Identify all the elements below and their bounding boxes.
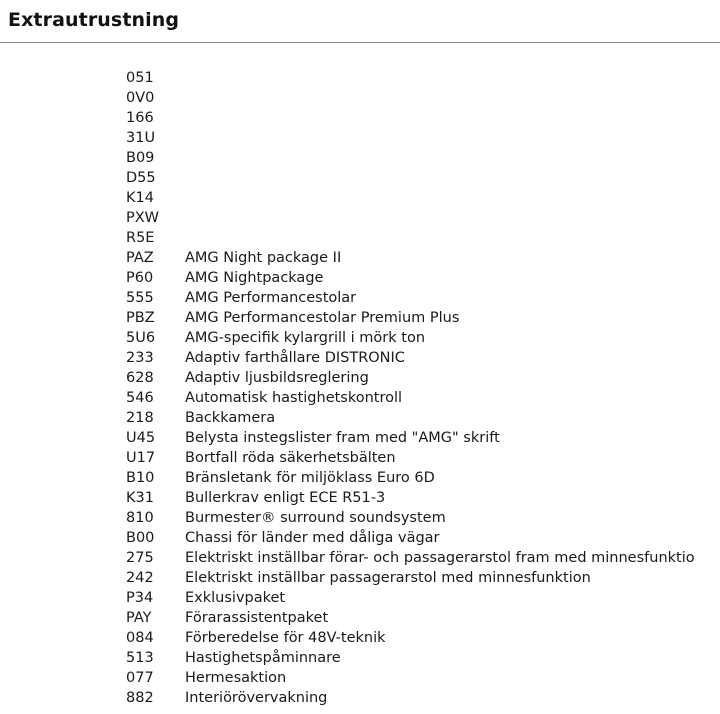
option-code: PBZ: [126, 310, 155, 326]
equipment-row: [126, 528, 695, 548]
option-code: P34: [126, 590, 154, 606]
option-code: 233: [126, 350, 154, 366]
equipment-row: [126, 68, 695, 88]
equipment-row: [126, 208, 695, 228]
option-description: Backkamera: [185, 410, 276, 426]
equipment-row: [126, 568, 695, 588]
equipment-row: [126, 508, 695, 528]
option-description: Burmester® surround soundsystem: [185, 510, 446, 526]
option-description: Automatisk hastighetskontroll: [185, 390, 403, 406]
equipment-row: [126, 328, 695, 348]
option-code: PAZ: [126, 250, 154, 266]
equipment-row: [126, 468, 695, 488]
option-description: AMG Nightpackage: [185, 270, 324, 286]
option-code: D55: [126, 170, 156, 186]
option-description: Elektriskt inställbar passagerarstol med minnesfunktion: [185, 570, 591, 586]
equipment-row: [126, 448, 695, 468]
option-code: 628: [126, 370, 154, 386]
equipment-row: [126, 488, 695, 508]
equipment-row: [126, 688, 695, 708]
option-code: 275: [126, 550, 154, 566]
option-code: 0V0: [126, 90, 155, 106]
equipment-list: [126, 68, 695, 708]
option-description: Chassi för länder med dåliga vägar: [185, 530, 440, 546]
option-code: R5E: [126, 230, 155, 246]
option-code: 31U: [126, 130, 156, 146]
option-code: K14: [126, 190, 154, 206]
option-code: U45: [126, 430, 156, 446]
equipment-row: [126, 428, 695, 448]
option-code: 810: [126, 510, 154, 526]
option-code: 555: [126, 290, 154, 306]
option-code: 077: [126, 670, 154, 686]
option-description: Hastighetspåminnare: [185, 650, 341, 666]
equipment-row: [126, 608, 695, 628]
option-code: 882: [126, 690, 154, 706]
option-description: Belysta instegslister fram med "AMG" skrift: [185, 430, 500, 446]
option-description: Exklusivpaket: [185, 590, 286, 606]
equipment-row: [126, 108, 695, 128]
option-code: 051: [126, 70, 154, 86]
equipment-row: [126, 628, 695, 648]
option-code: B09: [126, 150, 155, 166]
option-description: Förarassistentpaket: [185, 610, 329, 626]
option-description: AMG Performancestolar: [185, 290, 357, 306]
option-description: Hermesaktion: [185, 670, 287, 686]
equipment-row: [126, 228, 695, 248]
option-description: Interiörövervakning: [185, 690, 328, 706]
option-description: AMG-specifik kylargrill i mörk ton: [185, 330, 426, 346]
option-code: PAY: [126, 610, 152, 626]
equipment-row: [126, 88, 695, 108]
equipment-row: [126, 248, 695, 268]
option-code: 084: [126, 630, 154, 646]
option-code: B10: [126, 470, 155, 486]
option-code: 166: [126, 110, 154, 126]
option-code: 546: [126, 390, 154, 406]
equipment-row: [126, 368, 695, 388]
option-code: 218: [126, 410, 154, 426]
equipment-row: [126, 648, 695, 668]
option-description: AMG Night package II: [185, 250, 342, 266]
equipment-row: [126, 128, 695, 148]
equipment-row: [126, 408, 695, 428]
equipment-row: [126, 188, 695, 208]
option-description: Adaptiv farthållare DISTRONIC: [185, 350, 405, 366]
equipment-row: [126, 168, 695, 188]
option-code: P60: [126, 270, 154, 286]
equipment-row: [126, 388, 695, 408]
option-code: 5U6: [126, 330, 156, 346]
equipment-row: [126, 288, 695, 308]
equipment-row: [126, 668, 695, 688]
option-code: 242: [126, 570, 154, 586]
option-description: Bränsletank för miljöklass Euro 6D: [185, 470, 435, 486]
equipment-row: [126, 148, 695, 168]
option-description: Förberedelse för 48V-teknik: [185, 630, 386, 646]
equipment-row: [126, 588, 695, 608]
option-description: Elektriskt inställbar förar- och passagerarstol fram med minnesfunktio: [185, 550, 695, 566]
option-description: Bortfall röda säkerhetsbälten: [185, 450, 396, 466]
option-description: Adaptiv ljusbildsreglering: [185, 370, 369, 386]
option-code: PXW: [126, 210, 160, 226]
equipment-row: [126, 268, 695, 288]
equipment-row: [126, 348, 695, 368]
section-header: [0, 0, 720, 43]
section-title: Extrautrustning: [8, 9, 180, 31]
option-code: B00: [126, 530, 155, 546]
option-code: U17: [126, 450, 156, 466]
option-code: K31: [126, 490, 154, 506]
equipment-row: [126, 308, 695, 328]
option-description: Bullerkrav enligt ECE R51-3: [185, 490, 386, 506]
option-description: AMG Performancestolar Premium Plus: [185, 310, 460, 326]
option-code: 513: [126, 650, 154, 666]
equipment-row: [126, 548, 695, 568]
